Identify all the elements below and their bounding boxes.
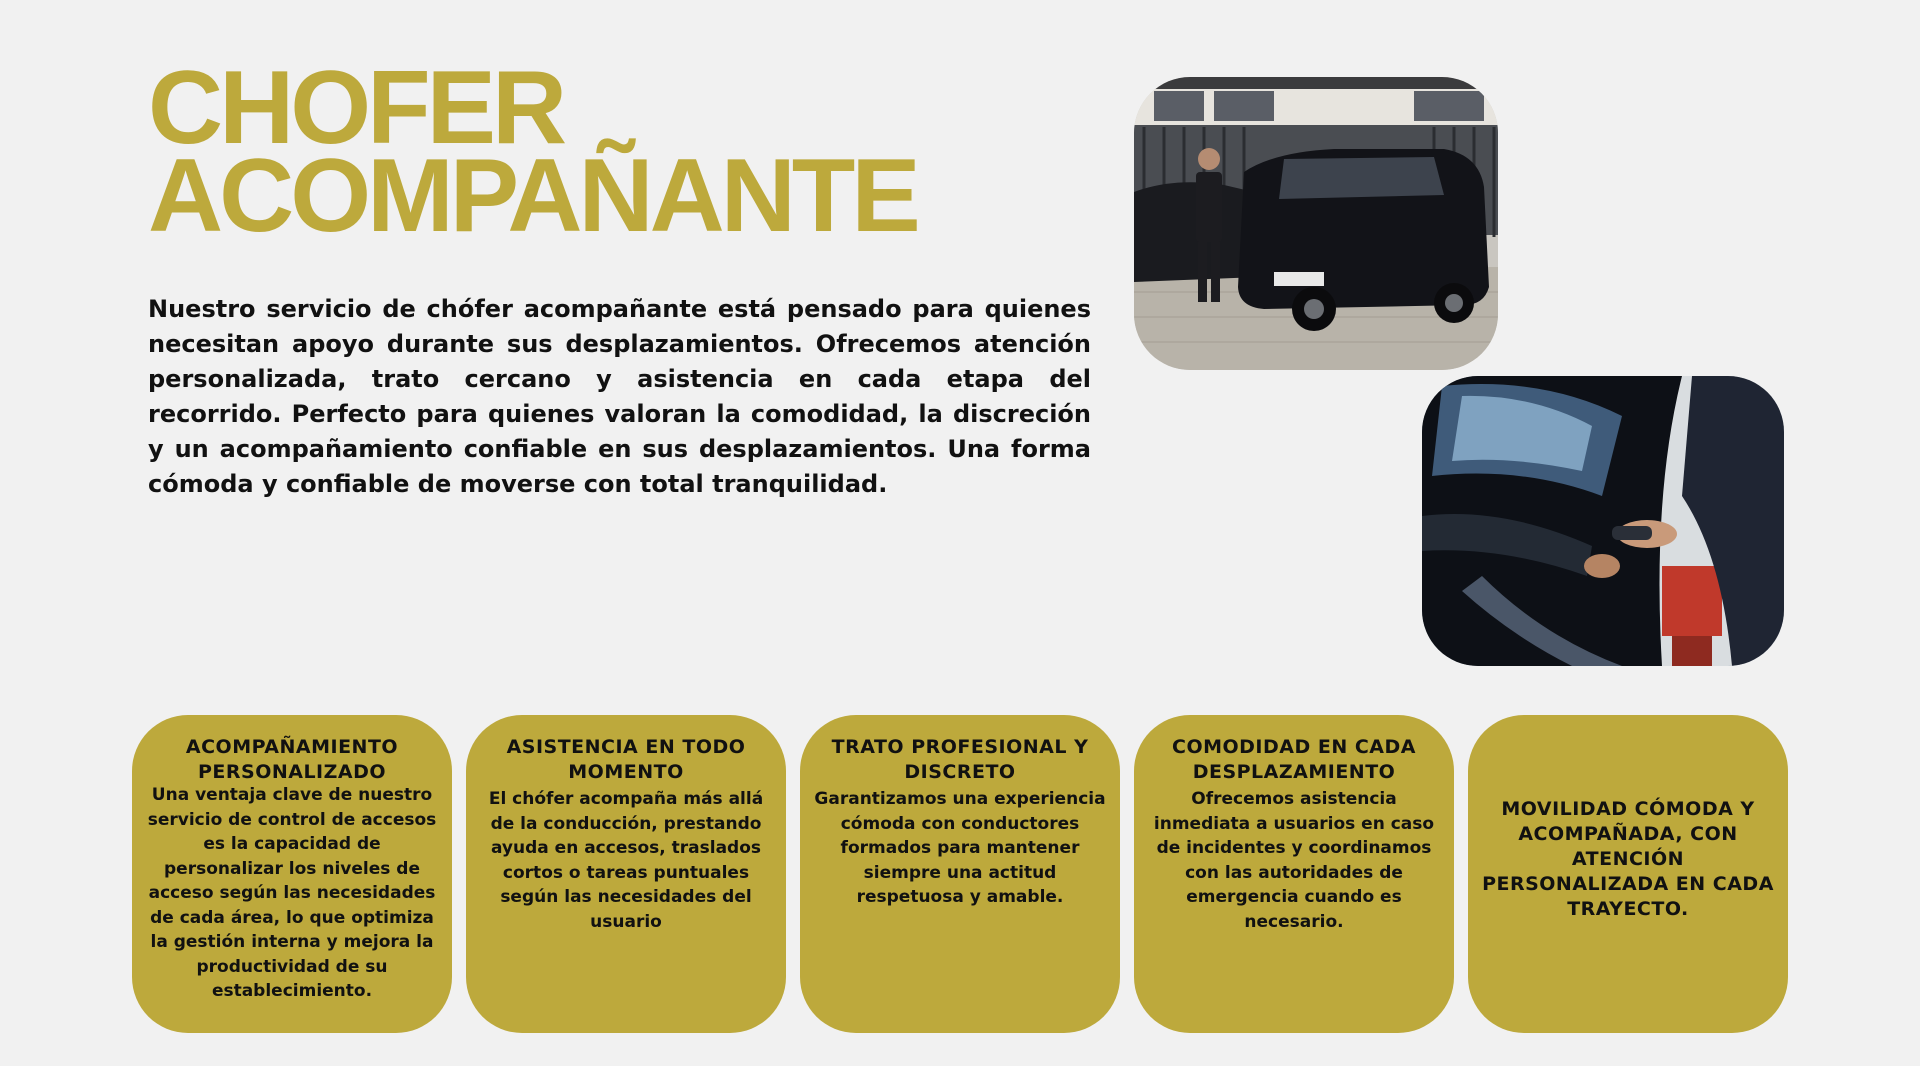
feature-card-title: TRATO PROFESIONAL Y DISCRETO — [831, 736, 1089, 783]
features-row — [132, 715, 1788, 1033]
intro-paragraph: Nuestro servicio de chófer acompañante está pensado para quienes necesitan apoyo durante sus desplazamientos. Ofrecemos atención personalizada, trato cercano y asistencia en cada etapa del recorrido. Perfecto para quienes valoran la comodidad, la discreción y un acompañamiento confiable en sus desplazamientos. Una forma cómoda y confiable de moverse con total tranquilidad. — [148, 295, 1091, 498]
feature-card-mobility — [1468, 715, 1788, 1033]
feature-card-text: Ofrecemos asistencia inmediata a usuarios en caso de incidentes y coordinamos con las autoridades de emergencia cuando es necesario. — [1153, 789, 1435, 932]
page-title-line-2: ACOMPAÑANTE — [148, 138, 917, 254]
feature-card-text: El chófer acompaña más allá de la conducción, prestando ayuda en accesos, traslados cortos o tareas puntuales según las necesidades del usuario — [488, 789, 764, 932]
feature-card-professional — [800, 715, 1120, 1033]
opening-car-door-photo — [1422, 376, 1784, 666]
feature-card-text: Una ventaja clave de nuestro servicio de control de accesos es la capacidad de personalizar los niveles de acceso según las necesidades de cada área, lo que optimiza la gestión interna y mejora la productividad de su establecimiento. — [147, 785, 437, 1001]
page-title-line-1: CHOFER — [148, 50, 564, 166]
feature-card-title: MOVILIDAD CÓMODA Y ACOMPAÑADA, CON ATENCIÓN PERSONALIZADA EN CADA TRAYECTO. — [1482, 797, 1774, 920]
feature-card-assistance — [466, 715, 786, 1033]
feature-card-title: COMODIDAD EN CADA DESPLAZAMIENTO — [1172, 736, 1416, 783]
feature-card-personalized — [132, 715, 452, 1033]
feature-card-text: Garantizamos una experiencia cómoda con conductores formados para mantener siempre una actitud respetuosa y amable. — [814, 789, 1106, 907]
page-title — [148, 50, 1048, 254]
feature-card-title: ASISTENCIA EN TODO MOMENTO — [506, 736, 746, 783]
feature-card-title: ACOMPAÑAMIENTO PERSONALIZADO — [185, 736, 399, 783]
chauffeur-with-vans-photo — [1134, 77, 1498, 370]
feature-card-comfort — [1134, 715, 1454, 1033]
